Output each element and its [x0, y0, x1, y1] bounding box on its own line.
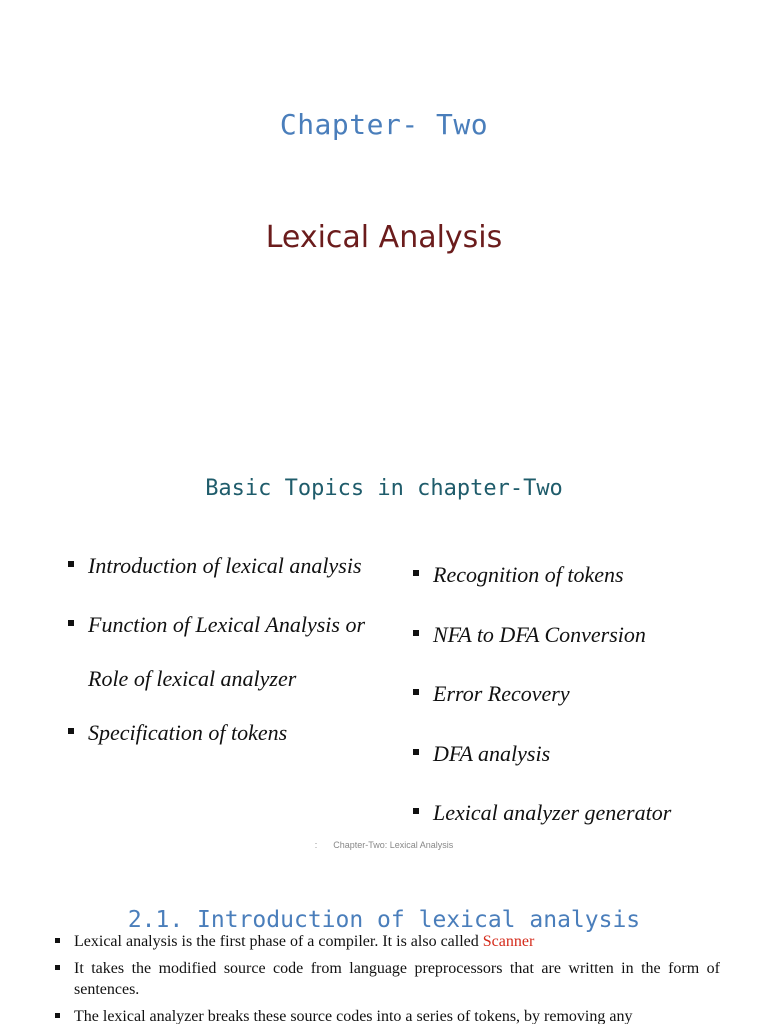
square-bullet-icon: [55, 938, 60, 943]
chapter-title: Chapter- Two: [279, 108, 489, 141]
topic-item: [413, 560, 753, 590]
topic-item: [413, 798, 753, 828]
square-bullet-icon: [68, 561, 74, 567]
chapter-subtitle: Lexical Analysis: [265, 220, 503, 255]
bullet-text: The lexical analyzer breaks these source codes into a series of tokens, by removing any: [74, 1008, 633, 1024]
footer-colon: :: [314, 840, 318, 850]
topic-item: [68, 718, 388, 748]
topic-list-left: [68, 551, 388, 777]
footer-text: Chapter-Two: Lexical Analysis: [333, 840, 454, 850]
topic-item: [68, 610, 388, 640]
bullet-text: Lexical analysis is the first phase of a compiler. It is also called: [74, 933, 483, 950]
topic-list-right: [413, 560, 753, 858]
square-bullet-icon: [413, 689, 419, 695]
topic-item-continuation: [68, 664, 388, 694]
topic-label: Recognition of tokens: [433, 562, 624, 587]
topic-label: NFA to DFA Conversion: [433, 621, 646, 647]
topic-item: [413, 679, 753, 709]
topic-item: [413, 620, 753, 650]
square-bullet-icon: [413, 749, 419, 755]
section-bullet-list: [55, 931, 720, 1024]
body-bullet: [55, 1006, 720, 1024]
topic-item: [413, 739, 753, 769]
square-bullet-icon: [55, 965, 60, 970]
body-bullet: [55, 958, 720, 1000]
topic-label: Function of Lexical Analysis or: [88, 612, 366, 637]
square-bullet-icon: [413, 630, 419, 636]
square-bullet-icon: [68, 620, 74, 626]
topics-heading: Basic Topics in chapter-Two: [205, 476, 563, 501]
topic-label: Lexical analyzer generator: [433, 800, 672, 825]
topic-label: Introduction of lexical analysis: [88, 553, 362, 578]
section-heading: 2.1. Introduction of lexical analysis: [127, 907, 641, 933]
square-bullet-icon: [413, 808, 419, 814]
highlight-term: Scanner: [482, 933, 535, 950]
body-bullet: [55, 931, 720, 952]
square-bullet-icon: [55, 1013, 60, 1018]
topic-label: Specification of tokens: [88, 720, 288, 745]
topic-item: [68, 551, 388, 581]
slide-footer: [0, 840, 768, 850]
topic-label: Role of lexical analyzer: [88, 666, 297, 691]
topic-label: DFA analysis: [433, 740, 551, 766]
bullet-text: It takes the modified source code from language preprocessors that are written in the form of sentences.: [74, 960, 720, 998]
square-bullet-icon: [68, 728, 74, 734]
square-bullet-icon: [413, 570, 419, 576]
topic-label: Error Recovery: [433, 681, 570, 706]
